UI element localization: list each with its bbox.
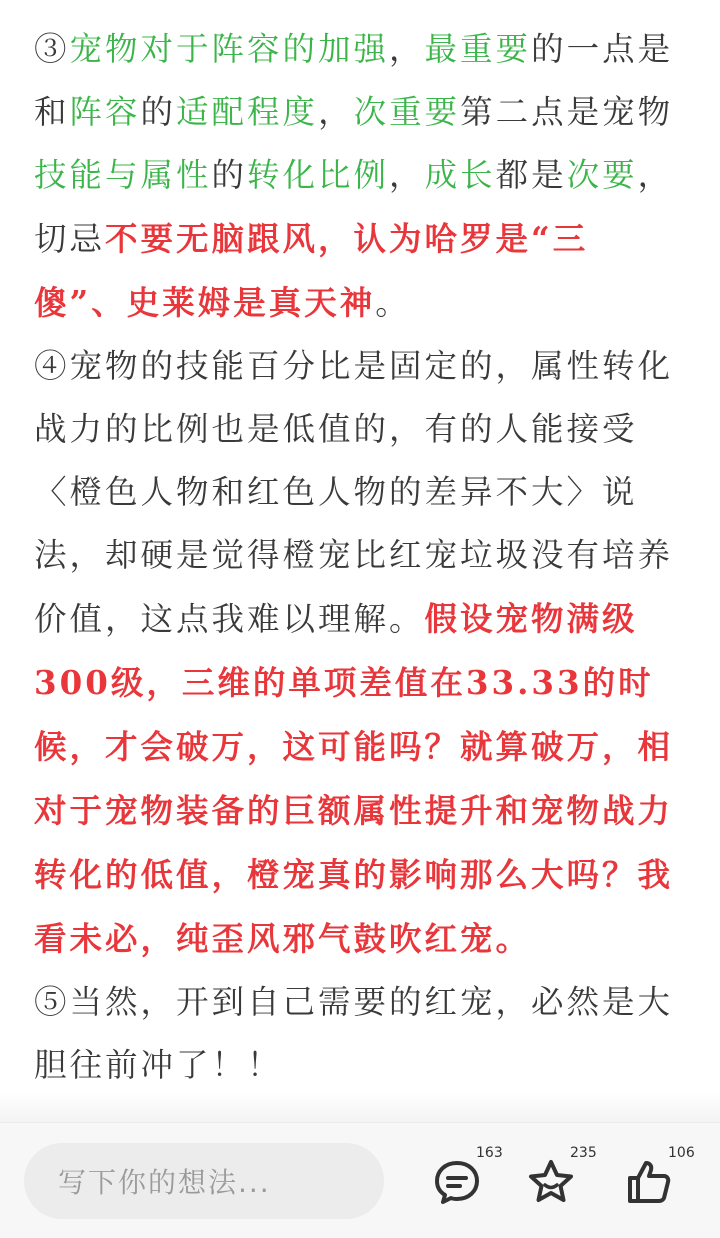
paragraph-3 xyxy=(34,18,674,335)
highlight-green-text: 转化比例 xyxy=(247,156,390,194)
body-text: 的 xyxy=(211,156,248,194)
highlight-green-text: 技能与属性 xyxy=(34,156,212,194)
highlight-green-text: 阵容 xyxy=(69,93,141,131)
body-text: ③ xyxy=(34,30,70,68)
comment-button[interactable] xyxy=(432,1145,503,1211)
comment-input[interactable] xyxy=(24,1143,384,1219)
highlight-red-text: 假设宠物满级300级，三维的单项差值在33.33的时候，才会破万，这可能吗？就算破万，相对于宠物装备的巨额属性提升和宠物战力转化的低值，橙宠真的影响那么大吗？我看未必，纯歪风邪气鼓吹红宠。 xyxy=(34,599,674,958)
body-text: ⑤当然，开到自己需要的红宠，必然是大胆往前冲了！！ xyxy=(34,983,674,1084)
body-text: 都是 xyxy=(495,156,567,194)
highlight-green-text: 适配程度 xyxy=(176,93,319,131)
like-count: 106 xyxy=(668,1145,695,1161)
comment-icon xyxy=(432,1157,482,1207)
comment-input-placeholder: 写下你的想法... xyxy=(58,1166,271,1199)
comment-count: 163 xyxy=(476,1145,503,1161)
favorite-count: 235 xyxy=(570,1145,597,1161)
body-text: ， xyxy=(318,93,354,131)
favorite-button[interactable] xyxy=(526,1145,597,1211)
highlight-green-text: 最重要 xyxy=(424,30,532,68)
highlight-red-text: 不要无脑跟风，认为哈罗是“三傻”、史莱姆是真天神 xyxy=(34,219,589,322)
content-fade xyxy=(0,1092,720,1122)
thumbs-up-icon xyxy=(624,1157,674,1207)
body-text: ， xyxy=(389,156,425,194)
body-text: 第二点是宠物 xyxy=(460,93,674,131)
highlight-green-text: 成长 xyxy=(424,156,496,194)
highlight-green-text: 次重要 xyxy=(353,93,461,131)
body-text: ④宠物的技能百分比是固定的，属性转化战力的比例也是低值的，有的人能接受〈橙色人物和红色人物的差异不大〉说法，却硬是觉得橙宠比红宠垃圾没有培养价值，这点我难以理解。 xyxy=(34,347,674,638)
body-text: 的 xyxy=(140,93,177,131)
highlight-green-text: 次要 xyxy=(566,156,638,194)
body-text: ， xyxy=(389,30,425,68)
body-text: ，切忌 xyxy=(34,156,674,258)
like-button[interactable] xyxy=(624,1145,695,1211)
body-text: 的一点是和 xyxy=(34,30,674,131)
star-icon xyxy=(526,1157,576,1207)
article-body xyxy=(34,18,674,1097)
bottom-action-bar xyxy=(0,1122,720,1238)
body-text: 。 xyxy=(375,284,411,322)
highlight-green-text: 宠物对于阵容的加强 xyxy=(69,30,390,68)
paragraph-5 xyxy=(34,971,674,1097)
paragraph-4 xyxy=(34,335,674,971)
